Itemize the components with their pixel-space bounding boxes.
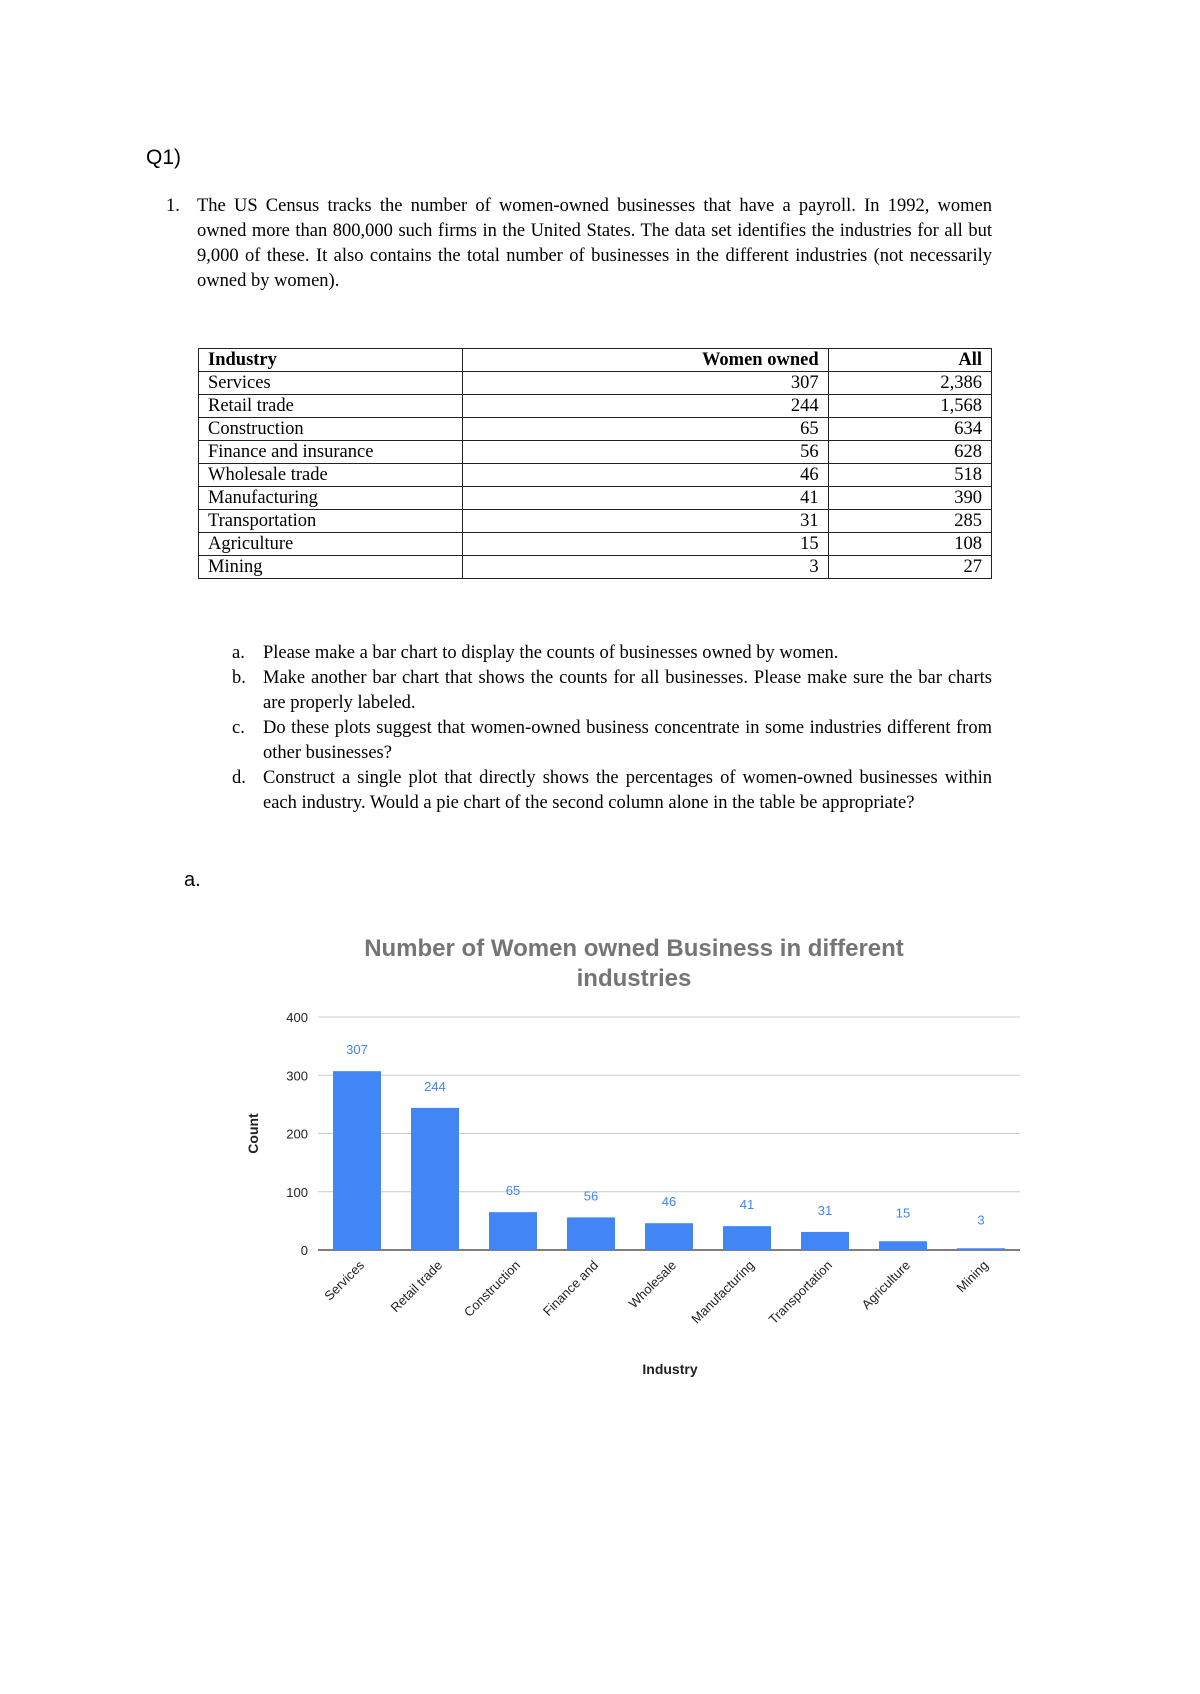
table-row xyxy=(199,487,992,510)
cell-women-owned: 31 xyxy=(463,510,829,533)
x-tick-label: Transportation xyxy=(765,1257,836,1328)
table-row xyxy=(199,510,992,533)
question-label: Q1) xyxy=(146,146,182,169)
table-row xyxy=(199,372,992,395)
subquestion-marker: a. xyxy=(232,643,245,663)
subquestion-text: Do these plots suggest that women-owned business concentrate in some industries different from other businesses? xyxy=(263,718,992,763)
bar-manufacturing xyxy=(723,1226,771,1250)
table-row xyxy=(199,533,992,556)
data-label: 15 xyxy=(895,1205,911,1221)
x-tick-label: Manufacturing xyxy=(688,1257,758,1327)
table-row xyxy=(199,556,992,579)
cell-women-owned: 3 xyxy=(463,556,829,579)
data-table xyxy=(198,348,992,579)
bar-agriculture xyxy=(879,1241,927,1250)
cell-all: 628 xyxy=(828,441,991,464)
subquestion-marker: d. xyxy=(232,768,246,788)
data-label: 307 xyxy=(346,1042,368,1058)
table-row xyxy=(199,395,992,418)
data-label: 46 xyxy=(661,1194,677,1210)
cell-industry: Transportation xyxy=(199,510,463,533)
x-tick-label: Finance and xyxy=(539,1257,602,1319)
cell-all: 108 xyxy=(828,533,991,556)
subquestion-marker: b. xyxy=(232,668,246,688)
problem-statement xyxy=(166,194,992,294)
cell-women-owned: 15 xyxy=(463,533,829,556)
cell-all: 518 xyxy=(828,464,991,487)
y-tick-label: 400 xyxy=(286,1010,308,1025)
cell-all: 390 xyxy=(828,487,991,510)
chart-title: Number of Women owned Business in different xyxy=(364,935,904,962)
cell-all: 27 xyxy=(828,556,991,579)
subquestion-item xyxy=(232,766,992,816)
x-tick-label: Retail trade xyxy=(387,1257,446,1316)
cell-women-owned: 56 xyxy=(463,441,829,464)
chart-svg xyxy=(230,915,1030,1385)
problem-number: 1. xyxy=(166,196,180,216)
header-women-owned: Women owned xyxy=(463,349,829,372)
x-tick-label: Mining xyxy=(953,1257,992,1296)
cell-all: 2,386 xyxy=(828,372,991,395)
data-label: 3 xyxy=(977,1212,985,1228)
x-tick-label: Construction xyxy=(460,1257,524,1320)
table-row xyxy=(199,441,992,464)
x-tick-label: Wholesale xyxy=(625,1257,680,1312)
y-axis-label: Count xyxy=(245,1113,261,1154)
cell-industry: Manufacturing xyxy=(199,487,463,510)
x-tick-label: Agriculture xyxy=(858,1257,914,1313)
data-label: 31 xyxy=(817,1202,833,1218)
subquestion-item xyxy=(232,666,992,716)
data-label: 56 xyxy=(583,1188,599,1204)
x-tick-label: Services xyxy=(321,1257,368,1304)
data-label: 65 xyxy=(505,1183,521,1199)
cell-women-owned: 244 xyxy=(463,395,829,418)
subquestion-item xyxy=(232,716,992,766)
y-tick-label: 0 xyxy=(300,1243,308,1258)
cell-all: 634 xyxy=(828,418,991,441)
answer-label: a. xyxy=(184,869,201,891)
x-axis-label: Industry xyxy=(642,1361,698,1377)
cell-industry: Agriculture xyxy=(199,533,463,556)
bar-mining xyxy=(957,1248,1005,1250)
header-all: All xyxy=(828,349,991,372)
table-row xyxy=(199,464,992,487)
subquestion-item xyxy=(232,641,992,666)
cell-women-owned: 307 xyxy=(463,372,829,395)
header-industry: Industry xyxy=(199,349,463,372)
chart-title: industries xyxy=(576,965,692,992)
bar-finance-and xyxy=(567,1217,615,1250)
cell-women-owned: 46 xyxy=(463,464,829,487)
data-label: 41 xyxy=(739,1197,755,1213)
subquestion-list xyxy=(232,641,992,816)
problem-text: The US Census tracks the number of women-owned businesses that have a payroll. In 1992, women owned more than 800,000 such firms in the United States. The data set identifies the industries for all but 9,000 of these. It also contains the total number of businesses in the different industries (not necessarily owned by women). xyxy=(197,196,992,291)
bar-transportation xyxy=(801,1232,849,1250)
bar-wholesale xyxy=(645,1223,693,1250)
bar-services xyxy=(333,1071,381,1250)
cell-industry: Wholesale trade xyxy=(199,464,463,487)
cell-industry: Services xyxy=(199,372,463,395)
y-tick-label: 100 xyxy=(286,1184,308,1200)
y-tick-label: 200 xyxy=(286,1126,308,1142)
cell-women-owned: 41 xyxy=(463,487,829,510)
table-row xyxy=(199,418,992,441)
table-header-row xyxy=(199,349,992,372)
cell-all: 1,568 xyxy=(828,395,991,418)
y-tick-label: 300 xyxy=(286,1068,308,1084)
cell-industry: Construction xyxy=(199,418,463,441)
cell-women-owned: 65 xyxy=(463,418,829,441)
cell-industry: Retail trade xyxy=(199,395,463,418)
subquestion-text: Make another bar chart that shows the counts for all businesses. Please make sure the bar charts are properly labeled. xyxy=(263,668,992,713)
subquestion-marker: c. xyxy=(232,718,245,738)
bar-chart xyxy=(230,915,1030,1385)
data-label: 244 xyxy=(424,1078,446,1094)
cell-all: 285 xyxy=(828,510,991,533)
bar-retail-trade xyxy=(411,1108,459,1250)
cell-industry: Mining xyxy=(199,556,463,579)
subquestion-text: Please make a bar chart to display the counts of businesses owned by women. xyxy=(263,643,839,663)
subquestion-text: Construct a single plot that directly shows the percentages of women-owned businesses within each industry. Would a pie chart of the second column alone in the table be appropriate? xyxy=(263,768,992,813)
bar-construction xyxy=(489,1212,537,1250)
cell-industry: Finance and insurance xyxy=(199,441,463,464)
